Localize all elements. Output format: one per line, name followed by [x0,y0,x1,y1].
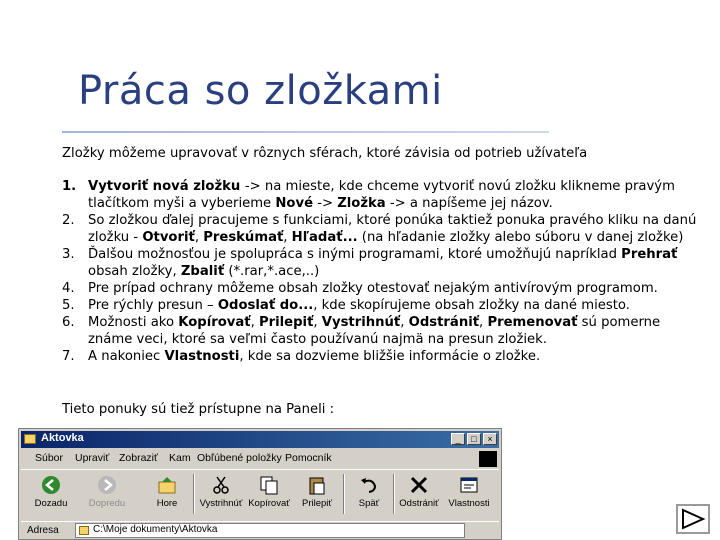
delete-x-icon [408,474,430,496]
item-text-bold: Prilepiť [258,315,314,330]
item-text: , [400,315,409,330]
menu-edit[interactable]: Upraviť [75,452,110,464]
item-text: sú pomerne známe veci, ktoré sa veľmi často používanú najmä na presun zložiek. [88,315,661,347]
list-item [62,297,702,314]
back-label: Dozadu [34,498,68,509]
scissors-icon [210,474,232,496]
item-text: Pre rýchly presun – [88,298,218,313]
item-text: , kde sa dozvieme bližšie informácie o zložke. [239,349,541,364]
item-text-bold: Vlastnosti [164,349,240,364]
item-text-bold: Odoslať do... [217,298,314,313]
item-number: 7. [62,349,75,364]
item-text: (na hľadanie zložky alebo súboru v danej zložke) [357,230,684,245]
toolbar-separator [343,474,345,514]
item-text-bold: Vystrihnúť [321,315,401,330]
forward-arrow-icon [96,474,118,496]
item-text-bold: Premenovať [487,315,578,330]
panel-caption: Tieto ponuky sú tiež prístupne na Paneli : [62,402,335,417]
undo-icon [358,474,380,496]
delete-label: Odstrániť [399,498,439,509]
minimize-button[interactable]: _ [451,433,465,445]
item-text: A nakoniec [88,349,165,364]
item-text: (*.rar,*.ace,..) [224,264,320,279]
forward-label: Dopredu [88,498,126,509]
undo-button[interactable] [347,472,391,516]
item-text: -> na mieste, kde chceme vytvoriť novú zložku klikneme pravým tlačítkom myši a vyberieme [88,179,675,211]
item-text-bold: Nové [275,196,314,211]
item-text: So zložkou ďalej pracujeme s funkciami, ktoré ponúka taktiež ponuka pravého kliku na danú zložku - [88,213,697,245]
undo-label: Späť [358,498,380,509]
list-item [62,280,702,297]
page-title: Práca so zložkami [78,68,443,114]
item-text: -> [313,196,338,211]
address-bar [21,521,499,540]
window-titlebar[interactable] [21,431,499,448]
up-button[interactable] [145,472,189,516]
item-text: , [250,315,259,330]
list-item [62,348,702,365]
back-arrow-icon [40,474,62,496]
paste-label: Prilepiť [302,498,332,509]
toolbar-separator [193,474,195,514]
item-text: , [479,315,488,330]
item-text-bold: Otvoriť [142,230,195,245]
close-button[interactable]: × [483,433,497,445]
item-text-bold: Prehrať [621,247,678,262]
paste-button[interactable] [295,472,339,516]
list-item [62,246,702,280]
item-text: Možnosti ako [88,315,179,330]
item-text-bold: Odstrániť [408,315,480,330]
item-text: Pre prípad ochrany môžeme obsah zložky otestovať nejakým antivírovým programom. [88,281,658,296]
intro-text: Zložky môžeme upravovať v rôznych sférach, ktoré závisia od potrieb užívateľa [62,146,588,161]
item-number: 5. [62,298,75,313]
item-text: , [313,315,322,330]
menu-favorites[interactable]: Obľúbené položky [197,452,282,464]
folder-icon [24,434,36,444]
copy-button[interactable] [247,472,291,516]
toolbar-separator [393,474,395,514]
item-text-bold: Zložka [337,196,386,211]
delete-button[interactable] [397,472,441,516]
cut-button[interactable] [199,472,243,516]
properties-button[interactable] [447,472,491,516]
item-text-bold: Vytvoriť nová zložku [88,179,245,194]
windows-logo [479,451,497,467]
copy-label: Kopírovať [248,498,290,509]
list-item [62,314,702,348]
address-input[interactable] [75,523,465,538]
menu-view[interactable]: Zobraziť [119,452,158,464]
up-folder-icon [156,474,178,496]
list-item [62,212,702,246]
item-text: Ďalšou možnosťou je spolupráca s inými programami, ktoré umožňujú napríklad [88,247,622,262]
list-item [62,178,702,212]
forward-button[interactable] [85,472,129,516]
menu-file[interactable]: Súbor [35,452,64,464]
item-text: , [283,230,292,245]
cut-label: Vystrihnúť [199,498,243,509]
item-number: 1. [62,179,77,194]
menu-help[interactable]: Pomocník [285,452,332,464]
item-number: 2. [62,213,75,228]
menu-bar [21,450,499,468]
address-value: C:\Moje dokumenty\Aktovka [93,524,218,535]
item-text-bold: Hľadať... [291,230,358,245]
copy-icon [258,474,280,496]
explorer-window [18,428,502,540]
steps-list [62,178,702,365]
next-slide-button[interactable] [676,504,710,534]
window-title: Aktovka [41,432,84,444]
title-underline [62,131,549,133]
up-label: Hore [156,498,178,509]
paste-icon [306,474,328,496]
address-label: Adresa [27,525,59,536]
folder-icon [79,526,89,535]
item-text: , kde skopírujeme obsah zložky na dané miesto. [313,298,630,313]
item-number: 3. [62,247,75,262]
item-text: -> a napíšeme jej názov. [385,196,553,211]
arrow-right-icon [678,506,708,532]
item-text: obsah zložky, [88,264,181,279]
item-text-bold: Kopírovať [178,315,251,330]
properties-label: Vlastnosti [448,498,490,509]
back-button[interactable] [29,472,73,516]
item-number: 6. [62,315,75,330]
item-number: 4. [62,281,75,296]
menu-go[interactable]: Kam [169,452,191,464]
toolbar [21,469,499,520]
item-text-bold: Zbaliť [180,264,225,279]
maximize-button[interactable]: □ [467,433,481,445]
item-text-bold: Preskúmať [203,230,284,245]
properties-icon [458,474,480,496]
item-text: , [194,230,204,245]
